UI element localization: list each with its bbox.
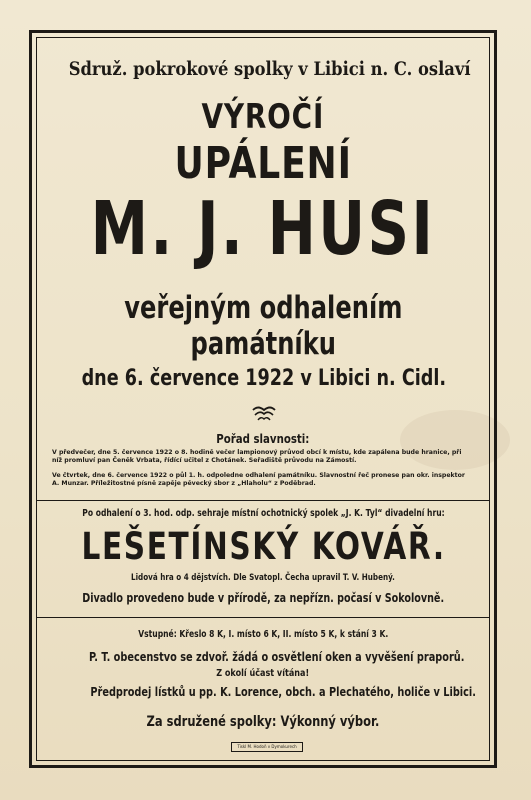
poster-header-text: Sdruž. pokrokové spolky v Libici n. C. oslaví: [68, 58, 471, 80]
play-intro-text: Po odhalení o 3. hod. odp. sehraje místní ochotnický spolek „J. K. Tyl“ divadelní hru:: [81, 508, 445, 519]
ornament-icon: [251, 402, 277, 424]
divider-line: [37, 500, 489, 501]
divider-line: [37, 617, 489, 618]
signature-line: [36, 714, 490, 730]
event-date-line: [36, 366, 490, 391]
play-subtitle: [36, 573, 490, 583]
program-title: [36, 432, 490, 446]
welcome-text: Z okolí účast vítána!: [216, 668, 310, 679]
name-heading: [36, 186, 490, 272]
unveiling-line-text: veřejným odhalením: [123, 290, 403, 326]
burning-heading-text: UPÁLENÍ: [174, 138, 352, 189]
name-heading-text: M. J. HUSI: [90, 186, 436, 272]
public-request-line: [36, 649, 490, 664]
play-intro-line: [36, 508, 490, 519]
anniversary-heading-text: VÝROČÍ: [201, 97, 325, 137]
play-title-text: LEŠETÍNSKÝ KOVÁŘ.: [81, 525, 446, 568]
anniversary-heading: [36, 97, 490, 137]
program-title-text: Pořad slavnosti:: [216, 432, 310, 446]
welcome-line: [36, 668, 490, 679]
public-request-text: P. T. obecenstvo se zdvoř. žádá o osvětlení oken a vyvěšení praporů.: [88, 649, 465, 664]
play-title: [36, 525, 490, 568]
monument-line-text: památníku: [190, 326, 336, 362]
burning-heading: [36, 138, 490, 189]
play-venue-line: [36, 591, 490, 605]
poster-header: [36, 58, 490, 80]
program-unveiling-paragraph: Ve čtvrtek, dne 6. července 1922 o půl 1. h. odpoledne odhalení památníku. Slavnostní řeč pronese pan okr. inspektor A. Munzar. Příležitostné písně zapěje pěvecký sbor z „Hlaholu“ z Poděbrad.: [52, 472, 465, 487]
admission-line: [36, 629, 490, 640]
signature-text: Za sdružené spolky: Výkonný výbor.: [146, 714, 380, 730]
presale-text: Předprodej lístků u pp. K. Lorence, obch. a Plechatého, holiče v Libici.: [90, 684, 476, 699]
presale-line: [36, 684, 490, 699]
event-date-text: dne 6. července 1922 v Libici n. Cidl.: [81, 366, 447, 391]
printer-imprint: Tiskl M. Hodoň v Dymokurech: [231, 742, 303, 752]
unveiling-line: [36, 290, 490, 326]
play-subtitle-text: Lidová hra o 4 dějstvích. Dle Svatopl. Čecha upravil T. V. Hubený.: [131, 573, 395, 583]
program-evening-paragraph: V předvečer, dne 5. července 1922 o 8. hodině večer lampionový průvod obcí k místu, kde zapálena bude hranice, při níž promluví pan Čeněk Vrbata, řídící učitel z Chotánek. Seřadiště průvodu na Zámostí.: [52, 449, 462, 464]
monument-line: [36, 326, 490, 362]
play-venue-text: Divadlo provedeno bude v přírodě, za nepřízn. počasí v Sokolovně.: [82, 591, 444, 605]
admission-text: Vstupné: Křeslo 8 K, I. místo 6 K, II. místo 5 K, k stání 3 K.: [138, 629, 388, 640]
